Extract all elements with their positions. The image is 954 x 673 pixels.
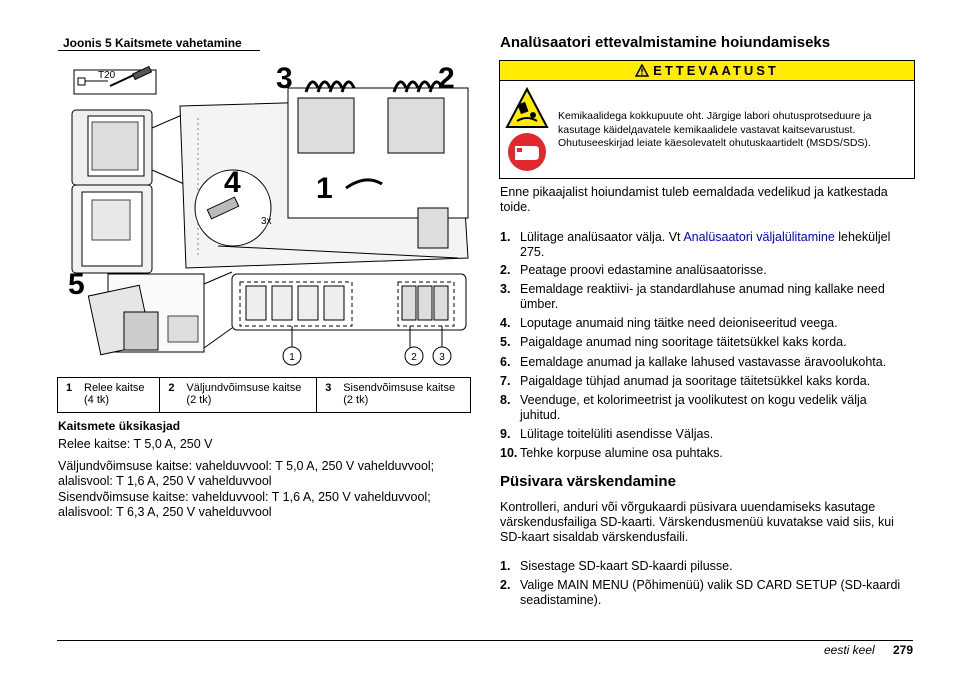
list-item (500, 263, 910, 278)
legend-num: 2 (160, 378, 179, 413)
legend-text: Sisendvõimsuse kaitse (2 tk) (335, 378, 470, 413)
chemical-hazard-icon (505, 87, 549, 129)
figure-legend-table (57, 377, 471, 413)
fuse-specs-heading: Kaitsmete üksikasjad (58, 419, 181, 433)
step-text: Veenduge, et kolorimeetrist ja voolikutest on kogu vedelik välja juhitud. (520, 393, 867, 422)
relay-fuse-spec: Relee kaitse: T 5,0 A, 250 V (58, 437, 213, 451)
step-text: Sisestage SD-kaart SD-kaardi pilusse. (520, 559, 733, 573)
step-number: 4. (500, 316, 511, 330)
step-number: 2. (500, 578, 511, 592)
step-number: 6. (500, 355, 511, 369)
step-number: 1. (500, 230, 511, 244)
step-number-4: 4 (224, 166, 241, 199)
figure-title: Joonis 5 Kaitsmete vahetamine (63, 36, 242, 50)
list-item (500, 316, 910, 331)
storage-prep-heading: Analüsaatori ettevalmistamine hoiundamiseks (500, 34, 831, 51)
step-text: Lülitage analüsaator välja. Vt (520, 230, 684, 244)
footer-rule (57, 640, 913, 641)
list-item (500, 230, 910, 260)
output-fuse-spec: Väljundvõimsuse kaitse: vahelduvvool: T 5,0 A, 250 V vahelduvvool; alalisvool: T 1,6 A, 250 V vahelduvvool (58, 459, 435, 488)
page-number: 279 (893, 643, 914, 657)
step-number-2: 2 (438, 62, 455, 95)
list-item (500, 393, 910, 423)
list-item (500, 559, 910, 574)
firmware-heading: Püsivara värskendamine (500, 473, 676, 490)
step-text: Eemaldage reaktiivi- ja standardlahuse anumad ning kallake need ümber. (520, 282, 885, 311)
callout-label-1: 1 (289, 352, 295, 363)
step-number: 9. (500, 427, 511, 441)
legend-text: Väljundvõimsuse kaitse (2 tk) (178, 378, 316, 413)
storage-intro: Enne pikaajalist hoiundamist tuleb eemaldada vedelikud ja katkestada toide. (500, 185, 888, 214)
step-text: Paigaldage tühjad anumad ja sooritage täitetsükkel kaks korda. (520, 374, 871, 388)
figure-title-rule (58, 50, 260, 51)
step-number: 3. (500, 282, 511, 296)
step-number: 7. (500, 374, 511, 388)
step-text: Paigaldage anumad ning sooritage täitetsükkel kaks korda. (520, 335, 847, 349)
list-item (500, 335, 910, 350)
legend-num: 3 (317, 378, 336, 413)
fuse-replacement-figure (58, 58, 472, 370)
step-number: 5. (500, 335, 511, 349)
input-fuse-spec: Sisendvõimsuse kaitse: vahelduvvool: T 1,6 A, 250 V vahelduvvool; alalisvool: T 6,3 A, 250 V vahelduvvool (58, 490, 431, 519)
step-number: 8. (500, 393, 511, 407)
step-number-5: 5 (68, 268, 85, 301)
board-detail (88, 272, 232, 355)
step-text: Lülitage toitelüliti asendisse Väljas. (520, 427, 714, 441)
step-text: Valige MAIN MENU (Põhimenüü) valik SD CARD SETUP (SD-kaardi seadistamine). (520, 578, 901, 607)
list-item (500, 427, 910, 442)
tool-label: T20 (98, 70, 116, 81)
step-text: Loputage anumaid ning täitke need deioniseeritud veega. (520, 316, 838, 330)
legend-text: Relee kaitse (4 tk) (76, 378, 160, 413)
shutdown-link[interactable]: Analüsaatori väljalülitamine (683, 230, 835, 244)
step-text: Peatage proovi edastamine analüsaatorisse. (520, 263, 767, 277)
protective-glove-icon (505, 132, 549, 172)
screw-multiplier: 3x (261, 216, 272, 227)
caution-box (499, 60, 915, 179)
step-text: leheküljel 275. (520, 230, 891, 259)
callout-label-2: 2 (411, 352, 417, 363)
caution-text: Kemikaalidega kokkupuute oht. Järgige labori ohutusprotseduure ja kasutage käidelдavatele kemikaalidele vastavat kaitsevarustust. Ohutuseeskirjad leiate käesolevatelt ohutuskaartidelt (MSDS/SDS). (558, 110, 872, 149)
step-number-1: 1 (316, 172, 333, 205)
step-number-3: 3 (276, 62, 293, 95)
list-item (500, 578, 910, 608)
step-number: 10. (500, 446, 518, 460)
list-item (500, 374, 910, 389)
step-text: Tehke korpuse alumine osa puhtaks. (520, 446, 723, 460)
legend-num: 1 (58, 378, 77, 413)
list-item (500, 282, 910, 312)
warning-triangle-icon (635, 64, 649, 77)
fuse-strip (232, 274, 466, 348)
firmware-intro: Kontrolleri, anduri või võrgukaardi püsivara uuendamiseks kasutage värskendusfailiga SD-kaarti. Värskendusmenüü kuvatakse vaid siis, kui SD-kaart sisaldab värskendusfaili. (500, 500, 894, 544)
step-text: Eemaldage anumad ja kallake lahused vastavasse äravoolukohta. (520, 355, 887, 369)
analyzer-enclosure (72, 108, 198, 273)
list-item (500, 355, 910, 370)
caution-bar (500, 61, 914, 81)
list-item (500, 446, 910, 461)
step-number: 2. (500, 263, 511, 277)
step-number: 1. (500, 559, 511, 573)
caution-label: ETTEVAATUST (653, 63, 779, 78)
footer-language: eesti keel (824, 643, 875, 657)
callout-label-3: 3 (439, 352, 445, 363)
